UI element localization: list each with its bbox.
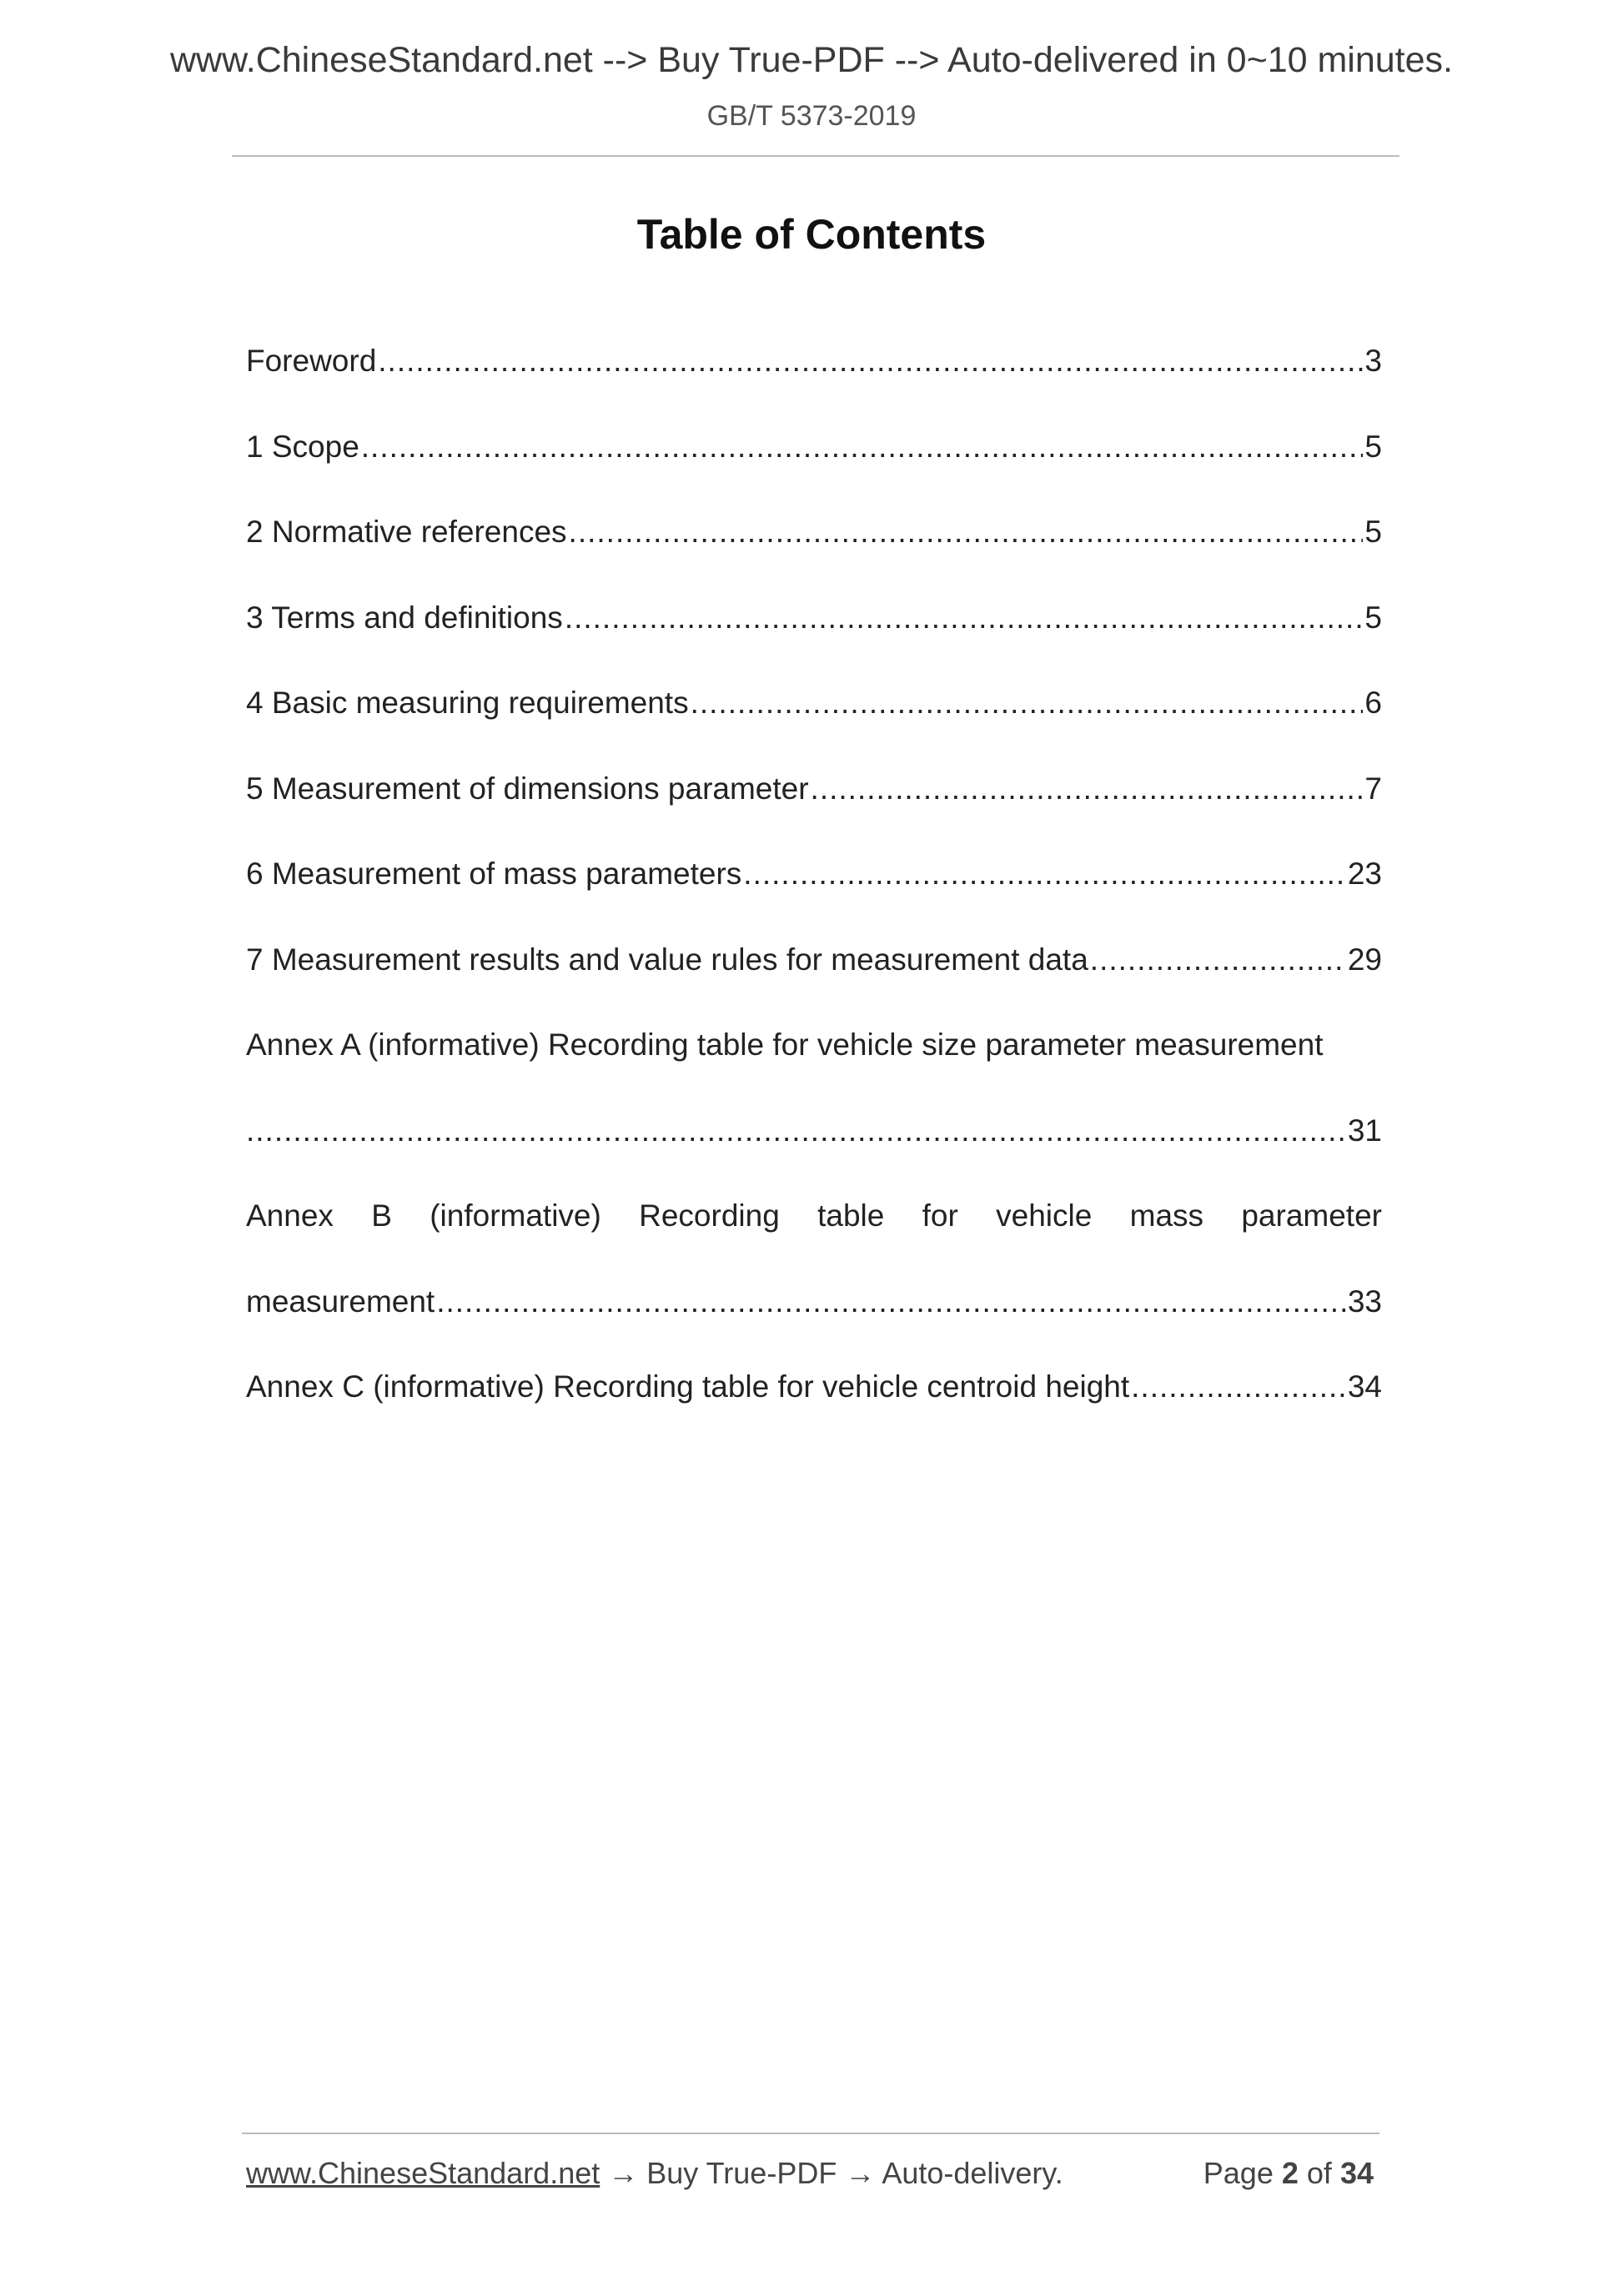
footer-tagline: → Buy True-PDF → Auto-delivery. (600, 2156, 1063, 2190)
toc-page-number: 5 (1364, 515, 1382, 549)
toc-dot-leader (565, 588, 1364, 648)
footer-divider (242, 2133, 1379, 2134)
toc-entry-label: 2 Normative references (246, 515, 567, 549)
header-banner: www.ChineseStandard.net --> Buy True-PDF --> Auto-delivered in 0~10 minutes. (169, 40, 1453, 80)
toc-page-number: 34 (1347, 1369, 1382, 1404)
toc-page-number: 23 (1347, 857, 1382, 891)
toc-entry-foreword[interactable] (246, 331, 1382, 417)
toc-entry-dimensions-parameter[interactable] (246, 759, 1382, 845)
toc-entry-label: 1 Scope (246, 429, 359, 464)
toc-entry-annex-b[interactable] (246, 1186, 1382, 1272)
page-footer (246, 2152, 1374, 2195)
table-of-contents (246, 331, 1382, 1443)
toc-page-number: 6 (1364, 686, 1382, 720)
toc-page-number: 5 (1364, 429, 1382, 464)
toc-page-number: 29 (1347, 942, 1382, 977)
page-word: Page (1203, 2156, 1274, 2190)
toc-entry-label: 5 Measurement of dimensions parameter (246, 771, 809, 806)
toc-entry-measurement-results[interactable] (246, 930, 1382, 1016)
toc-entry-annex-a-continued[interactable] (246, 1101, 1382, 1187)
toc-dot-leader (436, 1272, 1346, 1332)
toc-entry-mass-parameters[interactable] (246, 844, 1382, 930)
toc-entry-label: Annex B (informative) Recording table for vehicle mass parameter (246, 1198, 1382, 1233)
toc-dot-leader (569, 502, 1364, 562)
toc-entry-label: 6 Measurement of mass parameters (246, 857, 742, 891)
toc-entry-terms-and-definitions[interactable] (246, 588, 1382, 674)
toc-dot-leader (246, 1101, 1346, 1161)
toc-entry-annex-b-continued[interactable] (246, 1272, 1382, 1358)
page-counter (1203, 2152, 1374, 2195)
toc-dot-leader (378, 331, 1363, 391)
toc-entry-scope[interactable] (246, 417, 1382, 503)
total-page-number: 34 (1339, 2156, 1374, 2190)
toc-page-number: 7 (1364, 771, 1382, 806)
toc-page-number: 5 (1364, 600, 1382, 635)
standard-code: GB/T 5373-2019 (706, 100, 917, 132)
toc-entry-label: measurement (246, 1284, 435, 1319)
toc-dot-leader (691, 673, 1364, 733)
toc-dot-leader (1131, 1357, 1346, 1417)
toc-dot-leader (811, 759, 1364, 819)
of-word: of (1306, 2156, 1332, 2190)
toc-entry-label: Annex C (informative) Recording table for vehicle centroid height (246, 1369, 1130, 1404)
footer-site-link[interactable]: www.ChineseStandard.net (246, 2156, 600, 2190)
toc-page-number: 3 (1364, 344, 1382, 378)
toc-dot-leader (361, 417, 1364, 477)
page-title: Table of Contents (636, 211, 987, 258)
current-page-number: 2 (1281, 2156, 1299, 2190)
toc-dot-leader (1090, 930, 1346, 990)
header-divider (232, 155, 1399, 157)
toc-entry-basic-measuring-requirements[interactable] (246, 673, 1382, 759)
toc-entry-label: Foreword (246, 344, 377, 378)
toc-entry-normative-references[interactable] (246, 502, 1382, 588)
toc-entry-annex-a[interactable] (246, 1015, 1382, 1101)
footer-promo (246, 2152, 1063, 2195)
toc-dot-leader (743, 844, 1346, 904)
toc-entry-label: 4 Basic measuring requirements (246, 686, 689, 720)
toc-page-number: 31 (1347, 1113, 1382, 1148)
toc-entry-label: 7 Measurement results and value rules for measurement data (246, 942, 1088, 977)
toc-page-number: 33 (1347, 1284, 1382, 1319)
toc-entry-label: Annex A (informative) Recording table for vehicle size parameter measurement (246, 1027, 1324, 1062)
toc-entry-annex-c[interactable] (246, 1357, 1382, 1443)
toc-entry-label: 3 Terms and definitions (246, 600, 563, 635)
